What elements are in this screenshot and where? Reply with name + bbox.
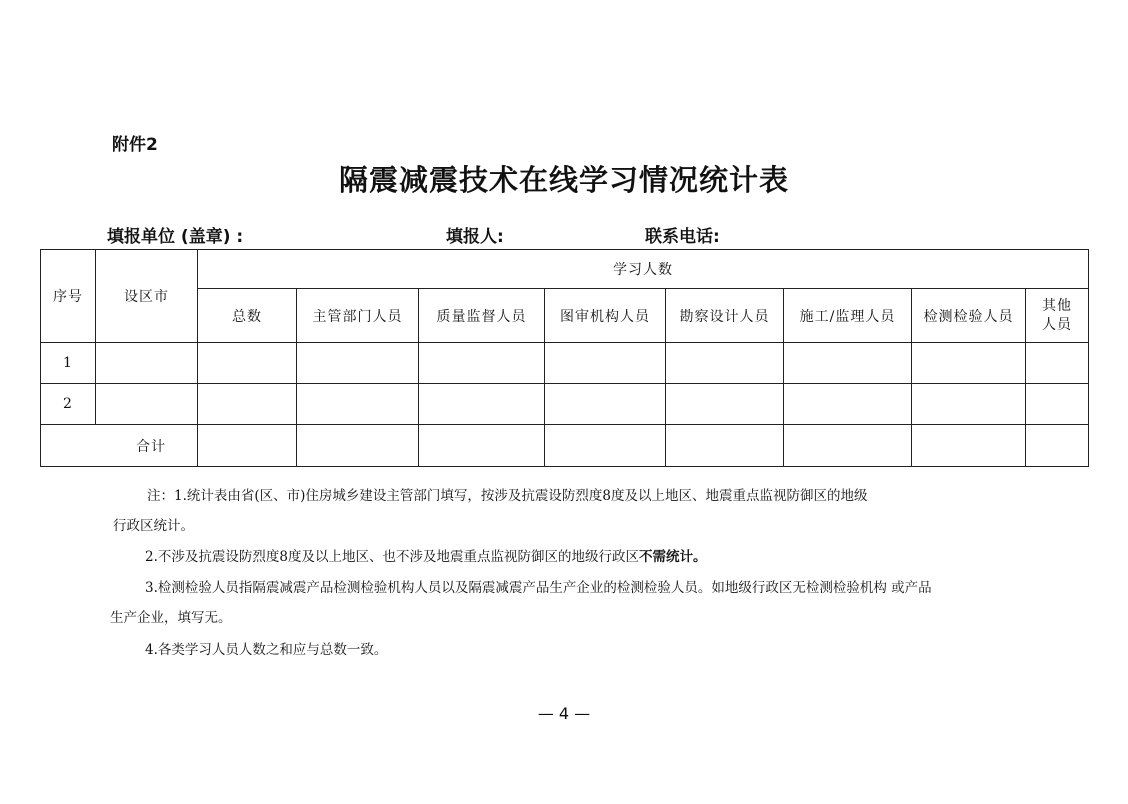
cell-city[interactable] xyxy=(96,384,198,425)
cell-construction[interactable] xyxy=(784,343,912,384)
cell-review[interactable] xyxy=(545,384,666,425)
cell-authority[interactable] xyxy=(297,384,419,425)
cell-quality[interactable] xyxy=(419,343,545,384)
cell-quality[interactable] xyxy=(419,425,545,467)
header-drawing-review-staff: 图审机构人员 xyxy=(545,289,666,343)
cell-inspection[interactable] xyxy=(912,425,1026,467)
header-city: 设区市 xyxy=(96,250,198,343)
header-authority-staff: 主管部门人员 xyxy=(297,289,419,343)
cell-city[interactable] xyxy=(96,343,198,384)
header-total: 总数 xyxy=(198,289,297,343)
cell-total[interactable] xyxy=(198,425,297,467)
reporting-unit-label: 填报单位 (盖章) : xyxy=(107,227,244,247)
cell-quality[interactable] xyxy=(419,384,545,425)
cell-other[interactable] xyxy=(1026,343,1089,384)
row-seq: 2 xyxy=(41,384,96,425)
page-number: — 4 — xyxy=(537,704,591,723)
header-survey-design-staff: 勘察设计人员 xyxy=(666,289,784,343)
cell-authority[interactable] xyxy=(297,425,419,467)
note-1-line-1: 注：1.统计表由省(区、市)住房城乡建设主管部门填写，按涉及抗震设防烈度8度及以上地区、地震重点监视防御区的地级 xyxy=(147,488,868,504)
note-2 xyxy=(145,545,706,565)
cell-survey[interactable] xyxy=(666,343,784,384)
note-1-line-2: 行政区统计。 xyxy=(113,518,194,534)
cell-total[interactable] xyxy=(198,343,297,384)
cell-inspection[interactable] xyxy=(912,343,1026,384)
cell-review[interactable] xyxy=(545,425,666,467)
total-row xyxy=(41,425,1089,467)
header-seq: 序号 xyxy=(41,250,96,343)
cell-other[interactable] xyxy=(1026,425,1089,467)
header-construction-supervision-staff: 施工/监理人员 xyxy=(784,289,912,343)
note-3-line-1: 3.检测检验人员指隔震减震产品检测检验机构人员以及隔震减震产品生产企业的检测检验人员。如地级行政区无检测检验机构 或产品 xyxy=(145,580,932,596)
note-3-line-2: 生产企业，填写无。 xyxy=(110,610,232,626)
cell-total[interactable] xyxy=(198,384,297,425)
header-other-staff xyxy=(1026,289,1089,343)
cell-construction[interactable] xyxy=(784,425,912,467)
total-label: 合计 xyxy=(41,425,198,467)
header-inspection-testing-staff: 检测检验人员 xyxy=(912,289,1026,343)
cell-review[interactable] xyxy=(545,343,666,384)
header-quality-supervision-staff: 质量监督人员 xyxy=(419,289,545,343)
phone-label: 联系电话: xyxy=(645,227,720,247)
table-row xyxy=(41,343,1089,384)
row-seq: 1 xyxy=(41,343,96,384)
note-2-emphasis: 不需统计。 xyxy=(638,549,707,565)
cell-construction[interactable] xyxy=(784,384,912,425)
cell-other[interactable] xyxy=(1026,384,1089,425)
statistics-table xyxy=(40,249,1089,467)
note-4: 4.各类学习人员人数之和应与总数一致。 xyxy=(145,642,388,658)
header-learners: 学习人数 xyxy=(198,250,1089,289)
page-title: 隔震减震技术在线学习情况统计表 xyxy=(338,163,789,197)
header-other-line2: 人员 xyxy=(1042,316,1072,333)
cell-authority[interactable] xyxy=(297,343,419,384)
cell-inspection[interactable] xyxy=(912,384,1026,425)
table-row xyxy=(41,384,1089,425)
header-other-line1: 其他 xyxy=(1042,297,1072,314)
cell-survey[interactable] xyxy=(666,384,784,425)
filler-label: 填报人: xyxy=(446,227,504,247)
note-2-text: 2.不涉及抗震设防烈度8度及以上地区、也不涉及地震重点监视防御区的地级行政区 xyxy=(145,549,639,565)
attachment-label: 附件2 xyxy=(112,135,158,155)
cell-survey[interactable] xyxy=(666,425,784,467)
